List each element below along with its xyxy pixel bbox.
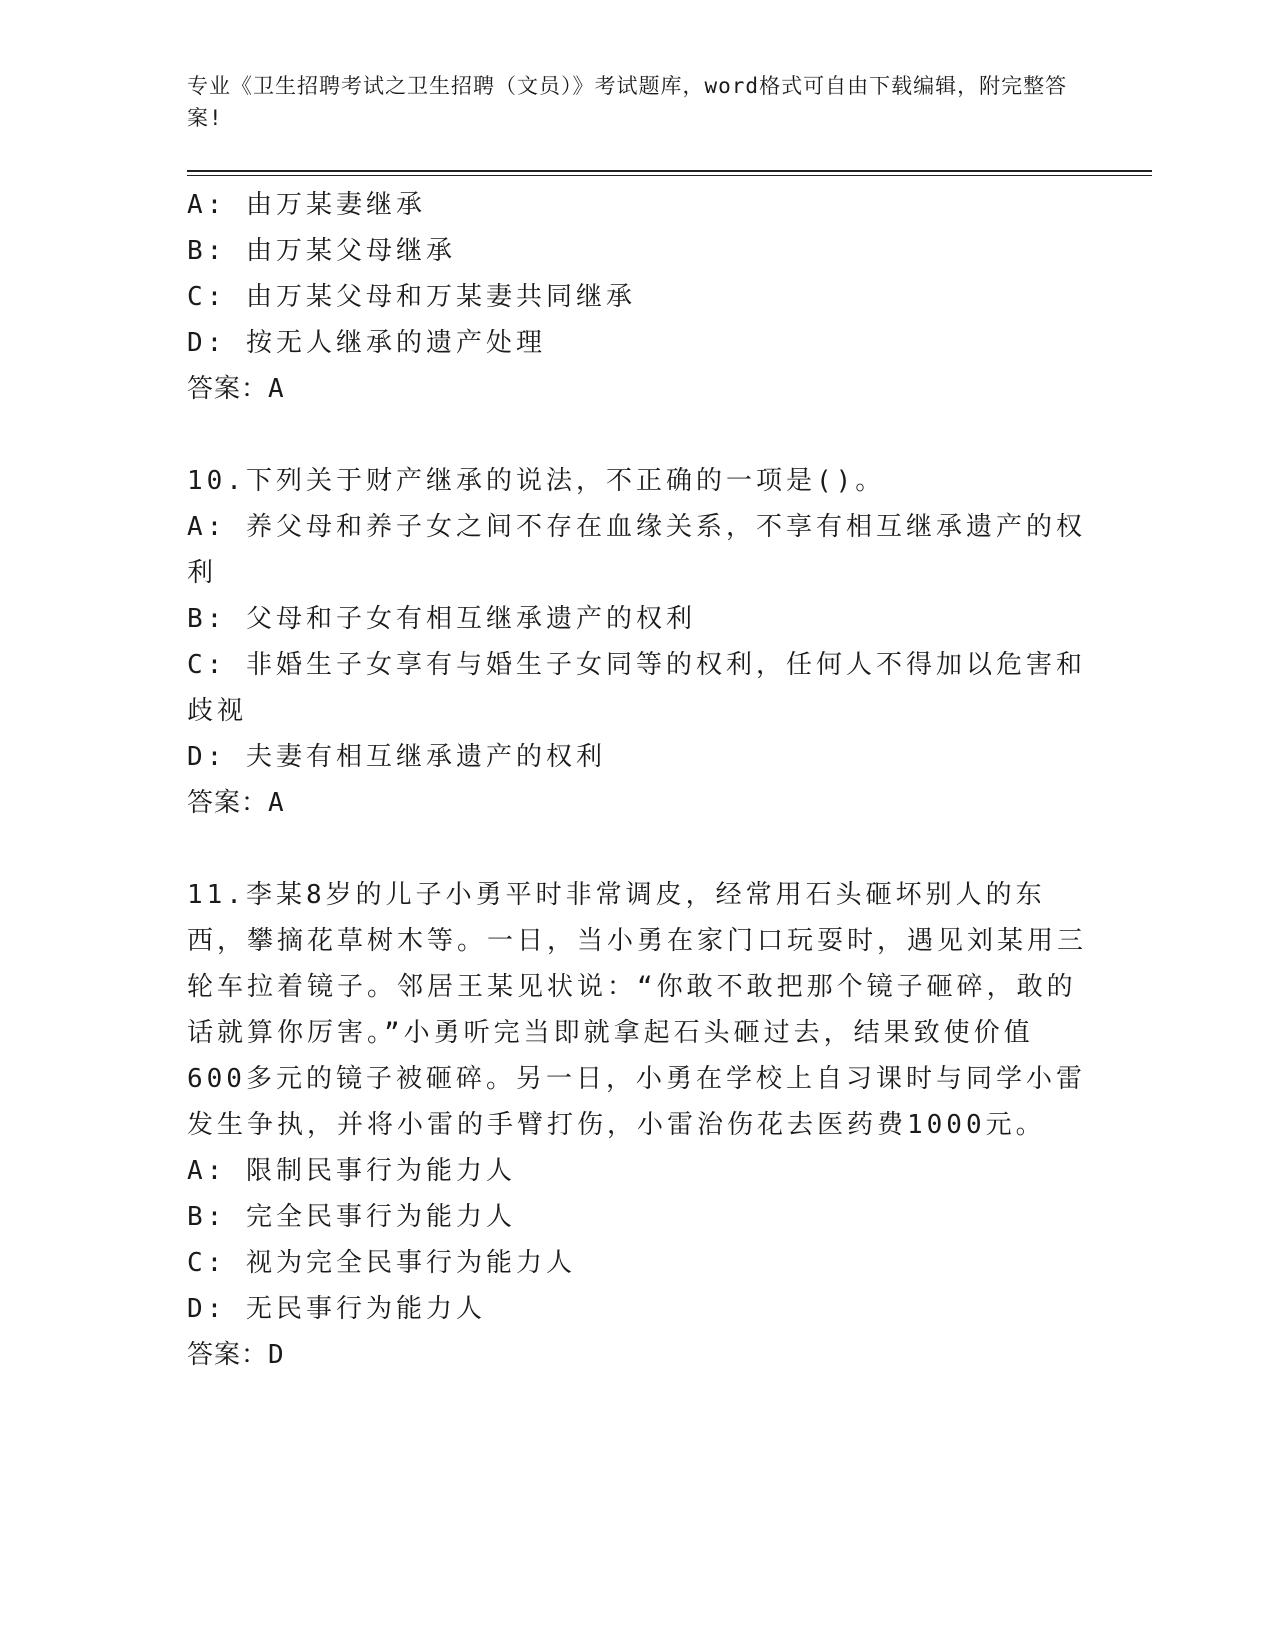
q10-answer (187, 780, 1087, 826)
divider-thin (187, 175, 1152, 176)
q10-option-c: C: 非婚生子女享有与婚生子女同等的权利，任何人不得加以危害和歧视 (187, 650, 1086, 726)
q10-option-a: A: 养父母和养子女之间不存在血缘关系，不享有相互继承遗产的权利 (187, 512, 1086, 588)
q11-option-a: A: 限制民事行为能力人 (187, 1156, 516, 1186)
q9-answer-value: A (268, 374, 285, 404)
q11-answer-value: D (268, 1340, 285, 1370)
document-header: 专业《卫生招聘考试之卫生招聘（文员）》考试题库，word格式可自由下载编辑，附完整答案! (187, 74, 1068, 130)
q11-option-b: B: 完全民事行为能力人 (187, 1202, 516, 1232)
q11-answer-label: 答案： (187, 1340, 269, 1370)
q10-answer-value: A (268, 788, 285, 818)
question-11 (187, 872, 1087, 1378)
q9-option-a: A: 由万某妻继承 (187, 190, 426, 220)
q10-stem: 10.下列关于财产继承的说法，不正确的一项是()。 (187, 466, 886, 496)
question-list (187, 182, 1087, 1378)
q9-answer-label: 答案： (187, 374, 269, 404)
q11-answer (187, 1332, 1087, 1378)
q9-option-b: B: 由万某父母继承 (187, 236, 456, 266)
q10-answer-label: 答案： (187, 788, 269, 818)
q11-option-d: D: 无民事行为能力人 (187, 1294, 486, 1324)
q9-option-d: D: 按无人继承的遗产处理 (187, 328, 546, 358)
question-10 (187, 458, 1087, 826)
document-page (187, 70, 1157, 1378)
q11-stem: 11.李某8岁的儿子小勇平时非常调皮，经常用石头砸坏别人的东西，攀摘花草树木等。一日，当小勇在家门口玩耍时，遇见刘某用三轮车拉着镜子。邻居王某见状说：“你敢不敢把那个镜子砸碎，敢的话就算你厉害。”小勇听完当即就拿起石头砸过去，结果致使价值600多元的镜子被砸碎。另一日，小勇在学校上自习课时与同学小雷发生争执，并将小雷的手臂打伤，小雷治伤花去医药费1000元。 (187, 880, 1088, 1140)
question-9 (187, 182, 1087, 412)
header-divider (187, 170, 1152, 176)
q9-option-c: C: 由万某父母和万某妻共同继承 (187, 282, 636, 312)
divider-thick (187, 170, 1152, 172)
q10-option-b: B: 父母和子女有相互继承遗产的权利 (187, 604, 696, 634)
q10-option-d: D: 夫妻有相互继承遗产的权利 (187, 742, 606, 772)
q9-answer (187, 366, 1087, 412)
q11-option-c: C: 视为完全民事行为能力人 (187, 1248, 576, 1278)
